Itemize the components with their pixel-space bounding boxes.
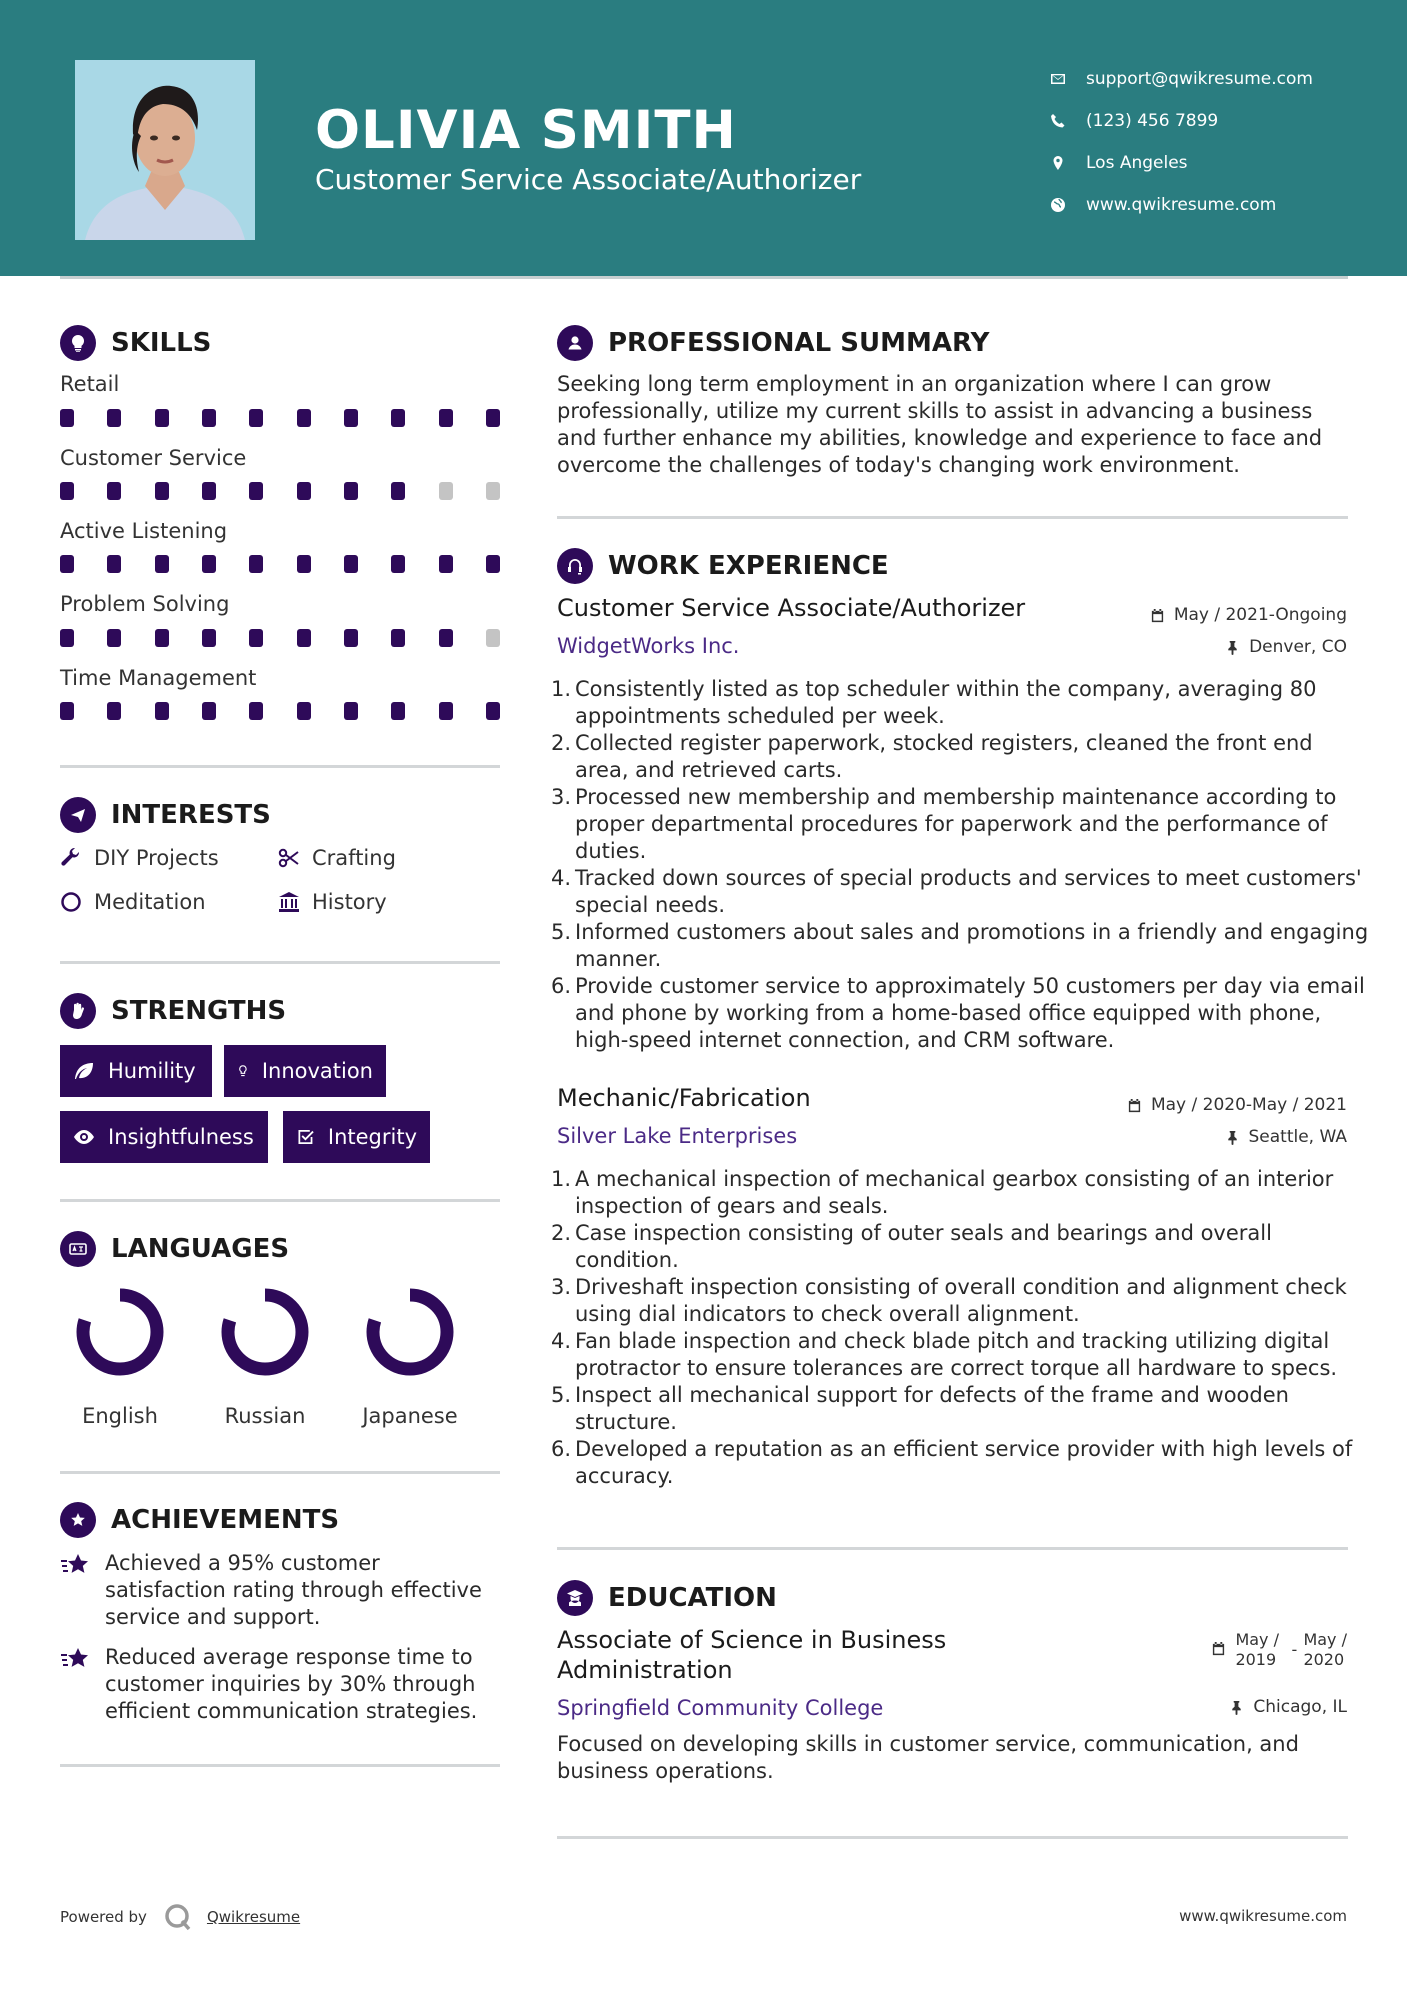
strengths-heading: STRENGTHS bbox=[60, 993, 286, 1029]
map-pin-icon bbox=[1050, 155, 1086, 171]
skill-dot bbox=[155, 409, 169, 427]
divider bbox=[557, 1836, 1348, 1839]
duty-item: Provide customer service to approximately 50 customers per day via email and phone by working from a home-based office equipped with phone, high-speed internet connection, and CRM software. bbox=[575, 974, 1365, 1052]
divider bbox=[557, 1547, 1348, 1550]
skill-dot bbox=[155, 629, 169, 647]
language-name: English bbox=[82, 1404, 158, 1428]
skill-dot bbox=[439, 629, 453, 647]
lightbulb-icon bbox=[60, 325, 96, 361]
strength-tag: Insightfulness bbox=[60, 1111, 268, 1163]
footer-brand-link[interactable]: Qwikresume bbox=[206, 1908, 301, 1926]
skill-dot bbox=[202, 555, 216, 573]
job-location: Denver, CO bbox=[1225, 637, 1347, 657]
skill-dot bbox=[344, 555, 358, 573]
eye-icon bbox=[72, 1125, 96, 1149]
interest-item: History bbox=[278, 890, 387, 914]
duty-item: Case inspection consisting of outer seals and bearings and overall condition. bbox=[575, 1221, 1272, 1272]
skill-dot bbox=[297, 702, 311, 720]
skill-dot bbox=[391, 409, 405, 427]
skill-dot bbox=[60, 555, 74, 573]
skill-dot bbox=[486, 629, 500, 647]
interests-heading: INTERESTS bbox=[60, 797, 271, 833]
medal-star-icon bbox=[60, 1502, 96, 1538]
skill-dot bbox=[344, 629, 358, 647]
duty-item: Inspect all mechanical support for defects of the frame and wooden structure. bbox=[575, 1383, 1289, 1434]
skill-dot bbox=[60, 629, 74, 647]
skill-dot bbox=[107, 629, 121, 647]
contact-email-text: support@qwikresume.com bbox=[1086, 69, 1313, 89]
duty-item: Driveshaft inspection consisting of overall condition and alignment check using dial indicators to check overall alignment. bbox=[575, 1275, 1347, 1326]
skill-dot bbox=[439, 482, 453, 500]
skill-dot bbox=[297, 409, 311, 427]
skill-dot bbox=[249, 409, 263, 427]
contact-email[interactable] bbox=[1050, 58, 1313, 100]
language-level-arc bbox=[83, 1295, 157, 1369]
skill-dot bbox=[202, 702, 216, 720]
footer-url[interactable]: www.qwikresume.com bbox=[1179, 1907, 1347, 1925]
scissors-icon bbox=[278, 847, 300, 869]
strength-tag: Innovation bbox=[224, 1045, 386, 1097]
skill-dot bbox=[439, 702, 453, 720]
footer-powered-by: Powered by Qwikresume bbox=[60, 1902, 300, 1932]
skill-dot bbox=[297, 629, 311, 647]
summary-heading: PROFESSIONAL SUMMARY bbox=[557, 325, 989, 361]
star-icon bbox=[60, 1646, 90, 1674]
check-square-icon bbox=[295, 1125, 316, 1149]
divider bbox=[60, 1764, 500, 1767]
star-icon bbox=[60, 1552, 90, 1580]
skill-label: Retail bbox=[60, 372, 120, 396]
qwikresume-logo-icon bbox=[163, 1902, 193, 1932]
skill-dot bbox=[391, 629, 405, 647]
leaf-icon bbox=[72, 1059, 96, 1083]
duty-item: Collected register paperwork, stocked registers, cleaned the front end area, and retrieved carts. bbox=[575, 731, 1313, 782]
contact-phone-text: (123) 456 7899 bbox=[1086, 111, 1219, 131]
language-item bbox=[50, 1282, 190, 1428]
skill-label: Customer Service bbox=[60, 446, 247, 470]
duty-item: A mechanical inspection of mechanical gearbox consisting of an interior inspection of gears and seals. bbox=[575, 1167, 1334, 1218]
strength-tag: Integrity bbox=[283, 1111, 430, 1163]
skill-dot bbox=[202, 409, 216, 427]
skill-dot bbox=[439, 555, 453, 573]
skill-dot bbox=[297, 555, 311, 573]
skill-dot bbox=[391, 555, 405, 573]
degree-title: Associate of Science in Business Administration bbox=[557, 1626, 947, 1684]
profile-photo bbox=[75, 60, 255, 240]
strength-tag: Humility bbox=[60, 1045, 212, 1097]
skill-dot bbox=[486, 482, 500, 500]
skill-rating bbox=[60, 555, 500, 573]
skill-dot bbox=[249, 482, 263, 500]
skill-dot bbox=[60, 409, 74, 427]
achievements-heading: ACHIEVEMENTS bbox=[60, 1502, 339, 1538]
job-location: Seattle, WA bbox=[1225, 1127, 1348, 1147]
experience-heading: WORK EXPERIENCE bbox=[557, 548, 889, 584]
header-divider bbox=[60, 276, 1348, 279]
duty-item: Processed new membership and membership maintenance according to proper departmental procedures for paperwork and the performance of duties. bbox=[575, 785, 1337, 863]
user-icon bbox=[557, 325, 593, 361]
language-name: Russian bbox=[224, 1404, 306, 1428]
education-description: Focused on developing skills in customer service, communication, and business operations. bbox=[557, 1732, 1299, 1783]
museum-icon bbox=[278, 891, 300, 913]
interest-item: DIY Projects bbox=[60, 846, 219, 870]
skill-dot bbox=[107, 702, 121, 720]
globe-icon bbox=[1050, 197, 1086, 213]
phone-icon bbox=[1050, 113, 1086, 129]
divider bbox=[60, 1199, 500, 1202]
school-name: Springfield Community College bbox=[557, 1696, 884, 1720]
paper-plane-icon bbox=[60, 797, 96, 833]
lightbulb-icon bbox=[236, 1059, 250, 1083]
envelope-icon bbox=[1050, 71, 1086, 87]
circle-icon bbox=[60, 891, 82, 913]
skill-dot bbox=[391, 702, 405, 720]
skill-dot bbox=[486, 702, 500, 720]
skill-dot bbox=[344, 702, 358, 720]
wrench-icon bbox=[60, 847, 82, 869]
calendar-icon bbox=[1150, 608, 1165, 623]
summary-text: Seeking long term employment in an organization where I can grow professionally, utilize my current skills to assist in advancing a business and further enhance my abilities, knowledge and experience to face and overcome the challenges of today's changing work environment. bbox=[557, 372, 1323, 477]
company-name: WidgetWorks Inc. bbox=[557, 634, 740, 658]
skill-dot bbox=[202, 629, 216, 647]
job-dates: May / 2020-May / 2021 bbox=[1127, 1095, 1347, 1115]
language-gauge bbox=[360, 1282, 460, 1382]
skill-dot bbox=[60, 482, 74, 500]
contact-website-text: www.qwikresume.com bbox=[1086, 195, 1277, 215]
skill-rating bbox=[60, 702, 500, 720]
skill-dot bbox=[249, 702, 263, 720]
header-banner bbox=[0, 0, 1407, 276]
skill-dot bbox=[344, 482, 358, 500]
divider bbox=[60, 765, 500, 768]
job-duties bbox=[557, 1166, 1370, 1490]
skill-label: Time Management bbox=[60, 666, 257, 690]
interest-item: Meditation bbox=[60, 890, 206, 914]
skill-label: Active Listening bbox=[60, 519, 228, 543]
skill-dot bbox=[60, 702, 74, 720]
divider bbox=[557, 516, 1348, 519]
duty-item: Informed customers about sales and promotions in a friendly and engaging manner. bbox=[575, 920, 1369, 971]
interest-item: Crafting bbox=[278, 846, 396, 870]
duty-item: Developed a reputation as an efficient service provider with high levels of accuracy. bbox=[575, 1437, 1353, 1488]
contact-location bbox=[1050, 142, 1313, 184]
skill-dot bbox=[155, 555, 169, 573]
calendar-icon bbox=[1127, 1098, 1142, 1113]
contact-phone[interactable] bbox=[1050, 100, 1313, 142]
job-dates: May / 2021-Ongoing bbox=[1150, 605, 1347, 625]
divider bbox=[60, 961, 500, 964]
skill-dot bbox=[439, 409, 453, 427]
skill-dot bbox=[249, 629, 263, 647]
language-gauge bbox=[70, 1282, 170, 1382]
contact-website[interactable] bbox=[1050, 184, 1313, 226]
skill-dot bbox=[391, 482, 405, 500]
language-level-arc bbox=[373, 1295, 447, 1369]
contact-location-text: Los Angeles bbox=[1086, 153, 1188, 173]
hand-icon bbox=[60, 993, 96, 1029]
pushpin-icon bbox=[1229, 1700, 1244, 1715]
candidate-name: OLIVIA SMITH bbox=[315, 100, 737, 161]
skill-dot bbox=[107, 409, 121, 427]
duty-item: Consistently listed as top scheduler within the company, averaging 80 appointments scheduled per week. bbox=[575, 677, 1317, 728]
contact-list bbox=[1050, 58, 1313, 226]
skill-dot bbox=[155, 482, 169, 500]
skill-rating bbox=[60, 482, 500, 500]
skill-dot bbox=[344, 409, 358, 427]
education-dates: May / 2019 - May / 2020 bbox=[1211, 1630, 1347, 1670]
language-name: Japanese bbox=[362, 1404, 458, 1428]
duty-item: Tracked down sources of special products and services to meet customers' special needs. bbox=[575, 866, 1362, 917]
skill-dot bbox=[249, 555, 263, 573]
skill-dot bbox=[297, 482, 311, 500]
skills-heading: SKILLS bbox=[60, 325, 211, 361]
skill-dot bbox=[107, 482, 121, 500]
achievement-item: Reduced average response time to customer inquiries by 30% through efficient communication strategies. bbox=[60, 1644, 500, 1725]
skill-dot bbox=[155, 702, 169, 720]
pushpin-icon bbox=[1225, 640, 1240, 655]
graduate-icon bbox=[557, 1580, 593, 1616]
education-heading: EDUCATION bbox=[557, 1580, 777, 1616]
job-duties bbox=[557, 676, 1370, 1054]
job-title: Customer Service Associate/Authorizer bbox=[557, 594, 1026, 622]
company-name: Silver Lake Enterprises bbox=[557, 1124, 798, 1148]
pushpin-icon bbox=[1225, 1130, 1240, 1145]
skill-dot bbox=[107, 555, 121, 573]
headset-icon bbox=[557, 548, 593, 584]
skill-dot bbox=[486, 409, 500, 427]
education-location: Chicago, IL bbox=[1229, 1697, 1347, 1717]
language-gauge bbox=[215, 1282, 315, 1382]
calendar-icon bbox=[1211, 1641, 1226, 1656]
skill-rating bbox=[60, 629, 500, 647]
achievement-item: Achieved a 95% customer satisfaction rating through effective service and support. bbox=[60, 1550, 500, 1631]
language-icon bbox=[60, 1231, 96, 1267]
skill-dot bbox=[202, 482, 216, 500]
skill-dot bbox=[486, 555, 500, 573]
languages-heading: LANGUAGES bbox=[60, 1231, 289, 1267]
job-title: Mechanic/Fabrication bbox=[557, 1084, 811, 1112]
divider bbox=[60, 1471, 500, 1474]
skill-label: Problem Solving bbox=[60, 592, 230, 616]
language-item bbox=[195, 1282, 335, 1428]
language-item bbox=[340, 1282, 480, 1428]
candidate-title: Customer Service Associate/Authorizer bbox=[315, 163, 862, 196]
skill-rating bbox=[60, 409, 500, 427]
language-level-arc bbox=[228, 1295, 302, 1369]
duty-item: Fan blade inspection and check blade pitch and tracking utilizing digital protractor to ensure tolerances are correct torque all hardware to specs. bbox=[575, 1329, 1338, 1380]
